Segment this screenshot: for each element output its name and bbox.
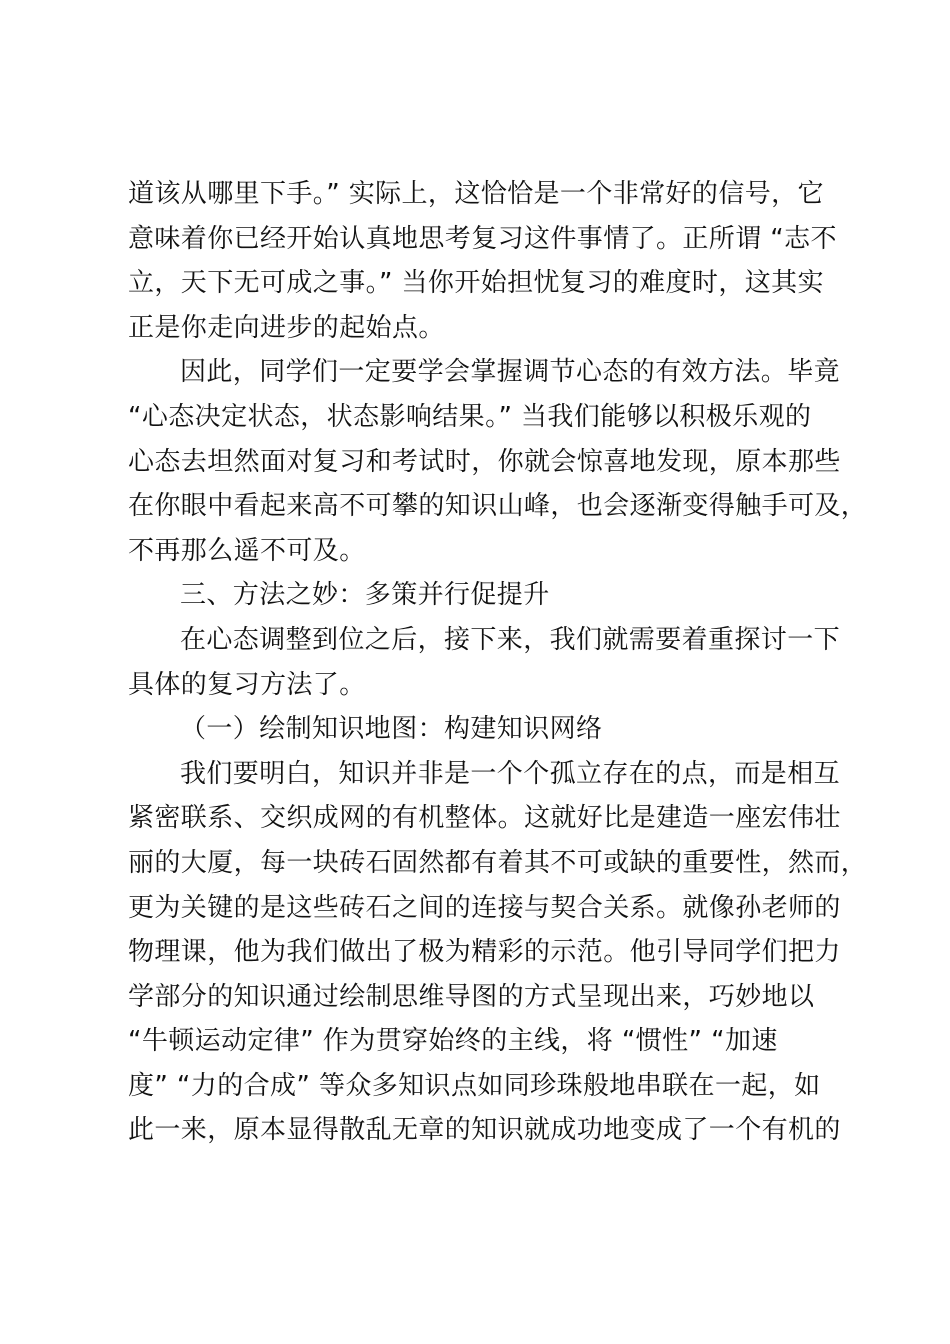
text-line: 心态去坦然面对复习和考试时，你就会惊喜地发现，原本那些: [128, 446, 841, 477]
text-line: 我们要明白，知识并非是一个个孤立存在的点，而是相互: [180, 758, 841, 789]
document-body: [128, 172, 868, 1153]
subsection-heading-text: （一）绘制知识地图：构建知识网络: [180, 714, 603, 745]
paragraph-continuation: [128, 172, 858, 350]
text-line: “心态决定状态，状态影响结果。” 当我们能够以积极乐观的: [128, 401, 812, 432]
text-line: 不再那么遥不可及。: [128, 535, 366, 566]
section-heading-text: 三、方法之妙：多策并行促提升: [180, 580, 550, 611]
text-line: 此一来，原本显得散乱无章的知识就成功地变成了一个有机的: [128, 1115, 841, 1146]
text-line: 道该从哪里下手。” 实际上，这恰恰是一个非常好的信号，它: [128, 179, 824, 209]
paragraph-transition: [128, 618, 858, 707]
text-line: 立，天下无可成之事。” 当你开始担忧复习的难度时，这其实: [128, 268, 824, 299]
paragraph-mindset: [128, 350, 868, 573]
paragraph-knowledge-map: [128, 752, 868, 1153]
text-line: 在心态调整到位之后，接下来，我们就需要着重探讨一下: [180, 624, 841, 655]
text-line: 正是你走向进步的起始点。: [128, 312, 445, 343]
text-line: 丽的大厦，每一块砖石固然都有着其不可或缺的重要性，然而，: [128, 847, 868, 878]
text-line: 因此，同学们一定要学会掌握调节心态的有效方法。毕竟: [180, 357, 841, 388]
text-line: 度” “力的合成” 等众多知识点如同珍珠般地串联在一起，如: [128, 1070, 821, 1101]
text-line: 物理课，他为我们做出了极为精彩的示范。他引导同学们把力: [128, 937, 841, 968]
text-line: 意味着你已经开始认真地思考复习这件事情了。正所谓 “志不: [128, 223, 837, 254]
text-line: 具体的复习方法了。: [128, 669, 366, 700]
text-line: 更为关键的是这些砖石之间的连接与契合关系。就像孙老师的: [128, 892, 841, 923]
section-heading: [128, 573, 858, 618]
text-line: 紧密联系、交织成网的有机整体。这就好比是建造一座宏伟壮: [128, 803, 841, 834]
text-line: “牛顿运动定律” 作为贯穿始终的主线，将 “惯性” “加速: [128, 1026, 778, 1057]
text-line: 学部分的知识通过绘制思维导图的方式呈现出来，巧妙地以: [128, 981, 815, 1012]
subsection-heading: [128, 707, 858, 752]
text-line: 在你眼中看起来高不可攀的知识山峰，也会逐渐变得触手可及，: [128, 491, 868, 522]
